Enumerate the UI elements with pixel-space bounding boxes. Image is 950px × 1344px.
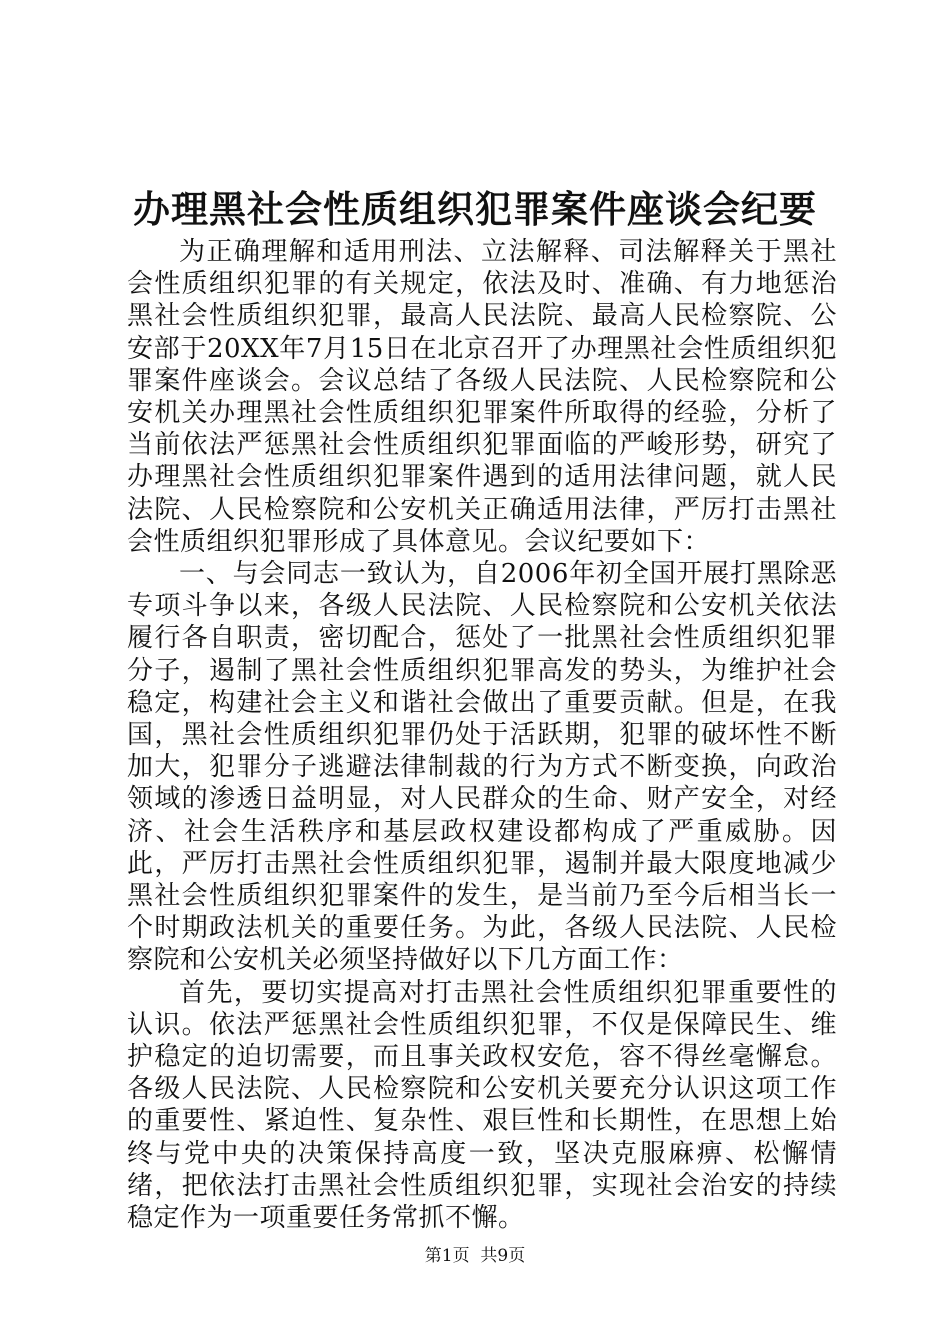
document-body [127, 236, 837, 1234]
page-total: 共9页 [480, 1246, 526, 1266]
document-title: 办理黑社会性质组织犯罪案件座谈会纪要 [133, 187, 817, 231]
paragraph-first-point: 首先，要切实提高对打击黑社会性质组织犯罪重要性的认识。依法严惩黑社会性质组织犯罪，不仅是保障民生、维护稳定的迫切需要，而且事关政权安危，容不得丝毫懈怠。各级人民法院、人民检察院和公安机关要充分认识这项工作的重要性、紧迫性、复杂性、艰巨性和长期性，在思想上始终与党中央的决策保持高度一致，坚决克服麻痹、松懈情绪，把依法打击黑社会性质组织犯罪，实现社会治安的持续稳定作为一项重要任务常抓不懈。 [127, 977, 837, 1234]
page-number: 第1页 [424, 1246, 470, 1266]
paragraph-intro: 为正确理解和适用刑法、立法解释、司法解释关于黑社会性质组织犯罪的有关规定，依法及时、准确、有力地惩治黑社会性质组织犯罪，最高人民法院、最高人民检察院、公安部于20XX年7月15日在北京召开了办理黑社会性质组织犯罪案件座谈会。会议总结了各级人民法院、人民检察院和公安机关办理黑社会性质组织犯罪案件所取得的经验，分析了当前依法严惩黑社会性质组织犯罪面临的严峻形势，研究了办理黑社会性质组织犯罪案件遇到的适用法律问题，就人民法院、人民检察院和公安机关正确适用法律，严厉打击黑社会性质组织犯罪形成了具体意见。会议纪要如下： [127, 237, 837, 557]
page-footer [0, 1243, 950, 1269]
paragraph-section-one: 一、与会同志一致认为，自2006年初全国开展打黑除恶专项斗争以来，各级人民法院、人民检察院和公安机关依法履行各自职责，密切配合，惩处了一批黑社会性质组织犯罪分子，遏制了黑社会性质组织犯罪高发的势头，为维护社会稳定，构建社会主义和谐社会做出了重要贡献。但是，在我国，黑社会性质组织犯罪仍处于活跃期，犯罪的破坏性不断加大，犯罪分子逃避法律制裁的行为方式不断变换，向政治领域的渗透日益明显，对人民群众的生命、财产安全，对经济、社会生活秩序和基层政权建设都构成了严重威胁。因此，严厉打击黑社会性质组织犯罪，遏制并最大限度地减少黑社会性质组织犯罪案件的发生，是当前乃至今后相当长一个时期政法机关的重要任务。为此，各级人民法院、人民检察院和公安机关必须坚持做好以下几方面工作： [127, 559, 837, 976]
